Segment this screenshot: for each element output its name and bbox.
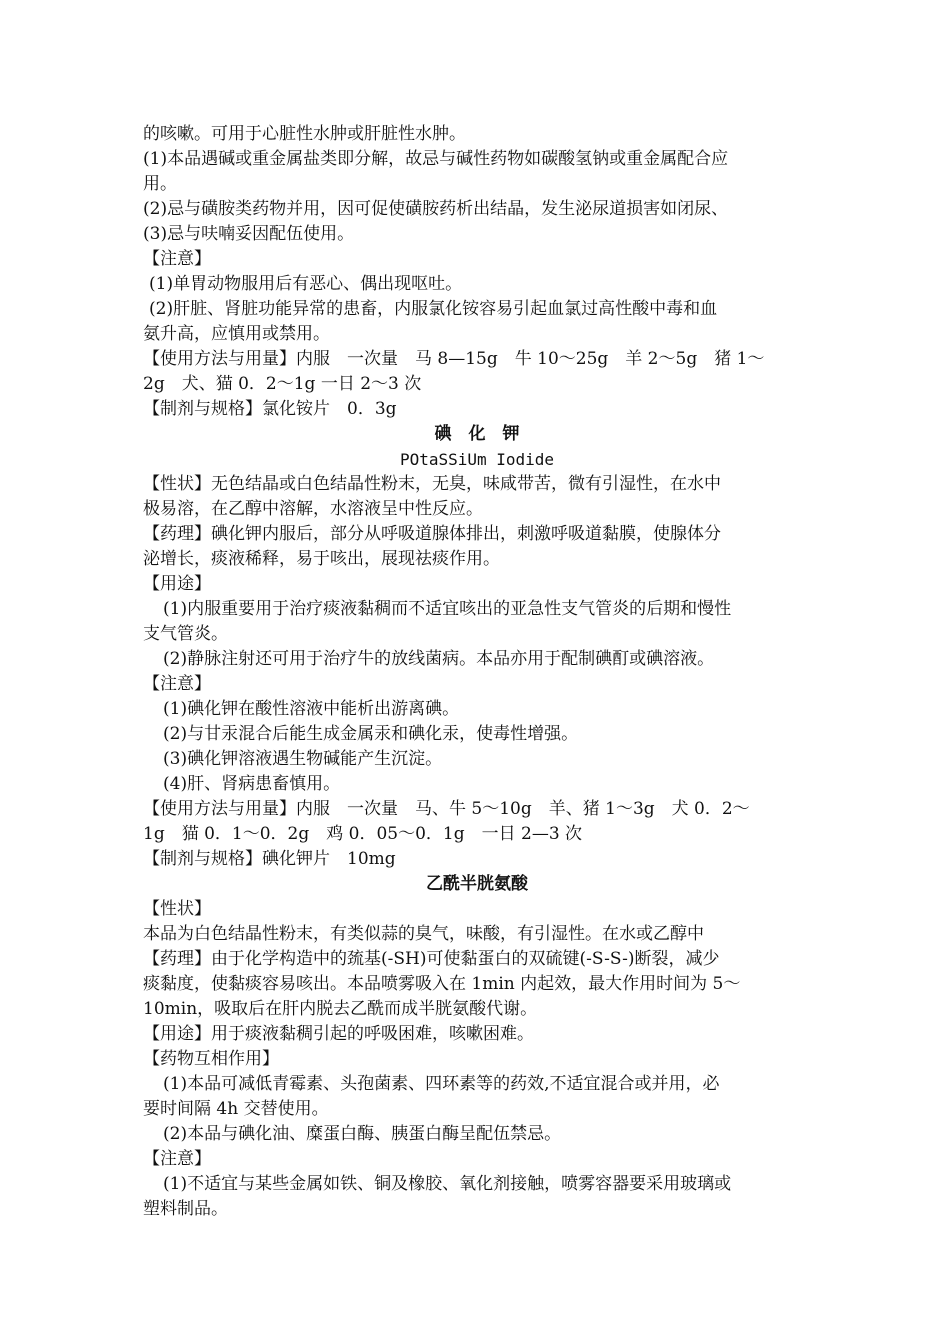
text-line: 【性状】无色结晶或白色结晶性粉末，无臭，味咸带苦，微有引湿性，在水中 [143,474,721,494]
text-line: (1)碘化钾在酸性溶液中能析出游离碘。 [163,699,460,719]
text-line: 极易溶，在乙醇中溶解，水溶液呈中性反应。 [143,499,483,519]
text-line: 泌增长，痰液稀释，易于咳出，展现祛痰作用。 [143,549,500,569]
text-line: 【药理】由于化学构造中的巯基(-SH)可使黏蛋白的双硫键(-S-S-)断裂，减少 [143,949,720,969]
section-heading: 【用途】 [143,574,211,594]
section-heading: 【性状】 [143,899,211,919]
text-line: 【制剂与规格】碘化钾片 10mg [143,849,396,869]
text-line: 【制剂与规格】氯化铵片 0．3g [143,399,397,419]
section-heading: 【药物互相作用】 [143,1049,279,1069]
text-line: 10min，吸取后在肝内脱去乙酰而成半胱氨酸代谢。 [143,999,538,1019]
text-line: (3)忌与呋喃妥因配伍使用。 [143,224,355,244]
text-line: 要时间隔 4h 交替使用。 [143,1099,329,1119]
text-line: 痰黏度，使黏痰容易咳出。本品喷雾吸入在 1min 内起效，最大作用时间为 5～ [143,974,741,994]
drug-title: 碘 化 钾 [434,424,520,444]
text-line: 的咳嗽。可用于心脏性水肿或肝脏性水肿。 [143,124,466,144]
document-page [143,122,811,1222]
text-line: (1)单胃动物服用后有恶心、偶出现呕吐。 [149,274,463,294]
text-line: (1)本品遇碱或重金属盐类即分解，故忌与碱性药物如碳酸氢钠或重金属配合应 [143,149,729,169]
text-line: (2)静脉注射还可用于治疗牛的放线菌病。本品亦用于配制碘酊或碘溶液。 [163,649,715,669]
text-line: 【使用方法与用量】内服 一次量 马 8—15g 牛 10～25g 羊 2～5g 猪 1～ [143,349,765,369]
section-heading: 【注意】 [143,1149,211,1169]
text-line: (3)碘化钾溶液遇生物碱能产生沉淀。 [163,749,443,769]
text-line: 本品为白色结晶性粉末，有类似蒜的臭气，味酸，有引湿性。在水或乙醇中 [143,924,704,944]
text-line: (4)肝、肾病患畜慎用。 [163,774,341,794]
text-line: (1)不适宜与某些金属如铁、铜及橡胶、氧化剂接触，喷雾容器要采用玻璃或 [163,1174,732,1194]
text-line: 【药理】碘化钾内服后，部分从呼吸道腺体排出，刺激呼吸道黏膜，使腺体分 [143,524,721,544]
text-line: 支气管炎。 [143,624,228,644]
text-line: 1g 猫 0．1～0．2g 鸡 0．05～0．1g 一日 2—3 次 [143,824,583,844]
text-line: (2)忌与磺胺类药物并用，因可促使磺胺药析出结晶，发生泌尿道损害如闭尿、 [143,199,729,219]
text-line: (2)与甘汞混合后能生成金属汞和碘化汞，使毒性增强。 [163,724,579,744]
section-heading: 【注意】 [143,249,211,269]
text-line: 【用途】用于痰液黏稠引起的呼吸困难，咳嗽困难。 [143,1024,534,1044]
text-line: (2)本品与碘化油、糜蛋白酶、胰蛋白酶呈配伍禁忌。 [163,1124,562,1144]
text-line: 2g 犬、猫 0．2～1g 一日 2～3 次 [143,374,422,394]
drug-title: 乙酰半胱氨酸 [426,874,528,894]
section-heading: 【注意】 [143,674,211,694]
text-line: 用。 [143,174,177,194]
drug-subtitle: POtaSSiUm Iodide [399,450,555,469]
text-line: 【使用方法与用量】内服 一次量 马、牛 5～10g 羊、猪 1～3g 犬 0．2～ [143,799,750,819]
text-line: (1)本品可减低青霉素、头孢菌素、四环素等的药效,不适宜混合或并用，必 [163,1074,720,1094]
text-line: (1)内服重要用于治疗痰液黏稠而不适宜咳出的亚急性支气管炎的后期和慢性 [163,599,732,619]
text-line: (2)肝脏、肾脏功能异常的患畜，内服氯化铵容易引起血氯过高性酸中毒和血 [149,299,718,319]
text-line: 氨升高，应慎用或禁用。 [143,324,330,344]
text-line: 塑料制品。 [143,1199,228,1219]
